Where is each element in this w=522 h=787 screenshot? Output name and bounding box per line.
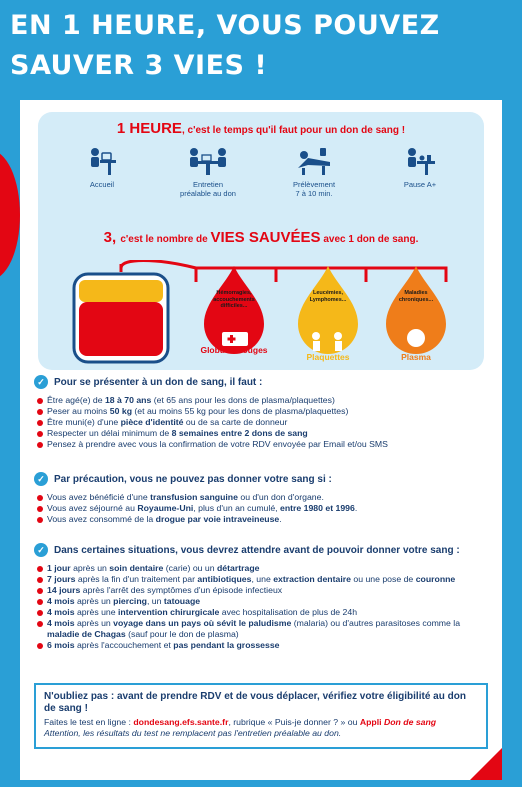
emphasis-text: antibiotiques <box>197 574 252 584</box>
eligibility-list <box>36 395 494 450</box>
headline-line-1: EN 1 HEURE, VOUS POUVEZ <box>10 10 440 41</box>
item-text: ou de sa carte de donneur <box>183 417 288 427</box>
lives-line <box>38 229 484 246</box>
step-label-2: préalable au don <box>180 189 236 198</box>
list-item <box>36 514 494 525</box>
list-item <box>36 492 494 503</box>
break-icon <box>400 146 440 176</box>
list-item <box>36 640 494 651</box>
item-text: . <box>354 503 358 513</box>
emphasis-text: soin dentaire <box>109 563 164 573</box>
headline-line-2: SAUVER 3 VIES ! <box>10 50 268 81</box>
item-text: Vous avez bénéficié d'une <box>47 492 151 502</box>
infographic-box <box>38 112 484 370</box>
emphasis-text: 4 mois <box>47 607 75 617</box>
emphasis-text: drogue par voie intraveineuse <box>155 514 280 524</box>
emphasis-text: 4 mois <box>47 596 75 606</box>
donation-steps <box>56 146 466 198</box>
drop-label-red-cells: Globules rouges <box>200 345 268 355</box>
item-text: , plus d'un an cumulé, <box>193 503 280 513</box>
list-item <box>36 428 494 439</box>
decorative-red-circle <box>0 150 20 280</box>
item-text: ou une pose de <box>350 574 416 584</box>
lives-mid: c'est le nombre de <box>120 234 211 245</box>
emphasis-text: 1 jour <box>47 563 71 573</box>
item-text: (et 65 ans pour les dons de plasma/plaquettes) <box>151 395 335 405</box>
item-text: avec hospitalisation de plus de 24h <box>219 607 358 617</box>
step-label: Pause A+ <box>403 180 437 189</box>
emphasis-text: pas pendant la grossesse <box>173 640 280 650</box>
decorative-corner <box>470 748 502 780</box>
item-text: après un <box>70 563 110 573</box>
step-label: Prélèvement <box>292 180 336 189</box>
app-label: Appli <box>359 717 384 727</box>
emphasis-text: couronne <box>415 574 456 584</box>
content-panel <box>20 100 502 780</box>
drop-label-plasma: Plasma <box>401 352 431 362</box>
emphasis-text: 4 mois <box>47 618 75 628</box>
list-item <box>36 563 494 574</box>
item-text: Respecter un délai minimum de <box>47 428 172 438</box>
reminder-pre: Faites le test en ligne : <box>44 717 134 727</box>
list-item <box>36 585 494 596</box>
item-text: après un <box>74 596 114 606</box>
emphasis-text: 50 kg <box>109 406 132 416</box>
item-text: Être muni(e) d'une <box>47 417 121 427</box>
emphasis-text: maladie de Chagas <box>47 629 126 639</box>
emphasis-text: voyage dans un pays où sévit le paludisme <box>113 618 292 628</box>
item-text: Peser au moins <box>47 406 110 416</box>
reminder-title: N'oubliez pas : avant de prendre RDV et de vous déplacer, vérifiez votre éligibilité au don de sang ! <box>44 691 466 714</box>
drop-inner-text: Hémorragies, accouchements difficiles... <box>213 290 255 309</box>
emphasis-text: entre 1980 et 1996 <box>279 503 355 513</box>
section-title: Dans certaines situations, vous devrez attendre avant de pouvoir donner votre sang : <box>54 544 460 556</box>
reminder-mid: , rubrique « Puis-je donner ? » ou <box>228 717 360 727</box>
headline <box>10 6 510 86</box>
emphasis-text: pièce d'identité <box>120 417 184 427</box>
item-text: après l'accouchement et <box>74 640 174 650</box>
drop-platelets <box>298 266 358 354</box>
list-item <box>36 395 494 406</box>
lives-number: 3, <box>103 229 121 246</box>
list-item <box>36 596 494 607</box>
emphasis-text: 14 jours <box>47 585 81 595</box>
emphasis-text: tatouage <box>163 596 201 606</box>
step-break <box>374 146 466 198</box>
list-item <box>36 406 494 417</box>
emphasis-text: piercing <box>113 596 147 606</box>
list-item <box>36 503 494 514</box>
item-text: (carie) ou un <box>163 563 217 573</box>
step-reception <box>56 146 148 198</box>
item-text: après la fin d'un traitement par <box>75 574 198 584</box>
interview-icon <box>186 146 230 176</box>
waiting-list <box>36 563 494 651</box>
item-text: Être agé(e) de <box>47 395 105 405</box>
emphasis-text: détartrage <box>216 563 260 573</box>
emphasis-text: extraction dentaire <box>273 574 351 584</box>
item-text: après un <box>74 618 114 628</box>
website-link[interactable]: dondesang.efs.sante.fr <box>133 717 229 727</box>
step-interview <box>162 146 254 198</box>
item-text: Pensez à prendre avec vous la confirmation de votre RDV envoyée par Email et/ou SMS <box>47 439 388 449</box>
list-item <box>36 417 494 428</box>
check-icon: ✓ <box>34 375 48 389</box>
emphasis-text: 6 mois <box>47 640 75 650</box>
emphasis-text: 8 semaines entre 2 dons de sang <box>171 428 308 438</box>
lives-big: VIES SAUVÉES <box>210 229 321 246</box>
item-text: . <box>279 514 282 524</box>
app-name: Don de sang <box>383 717 437 727</box>
reminder-note: Attention, les résultats du test ne remplacent pas l'entretien préalable au don. <box>44 728 342 738</box>
emphasis-text: transfusion sanguine <box>150 492 238 502</box>
item-text: Vous avez séjourné au <box>47 503 138 513</box>
item-text: , un <box>146 596 164 606</box>
item-text: (sauf pour le don de plasma) <box>125 629 239 639</box>
emphasis-text: intervention chirurgicale <box>118 607 220 617</box>
item-text: après l'arrêt des symptômes d'un épisode infectieux <box>80 585 283 595</box>
list-item <box>36 607 494 618</box>
hour-big: 1 HEURE <box>116 120 182 137</box>
step-label: Entretien <box>192 180 224 189</box>
emphasis-text: 7 jours <box>47 574 76 584</box>
list-item <box>36 439 494 450</box>
collection-icon <box>294 146 334 176</box>
emphasis-text: Royaume-Uni <box>137 503 194 513</box>
list-item <box>36 574 494 585</box>
precautions-list <box>36 492 494 525</box>
drop-inner-text: Maladies chroniques... <box>398 290 434 303</box>
check-icon: ✓ <box>34 472 48 486</box>
section-title: Par précaution, vous ne pouvez pas donner votre sang si : <box>54 473 332 485</box>
step-label: Accueil <box>89 180 115 189</box>
drop-label-platelets: Plaquettes <box>306 352 350 362</box>
list-item <box>36 618 494 640</box>
reminder-line <box>44 717 478 728</box>
reminder-box <box>34 683 488 749</box>
item-text: (et au moins 55 kg pour les dons de plasma/plaquettes) <box>132 406 349 416</box>
item-text: après une <box>74 607 118 617</box>
section-waiting <box>34 543 494 651</box>
emphasis-text: 18 à 70 ans <box>104 395 152 405</box>
item-text: Vous avez consommé de la <box>47 514 156 524</box>
lives-post: avec 1 don de sang. <box>320 234 419 245</box>
item-text: ou d'un don d'organe. <box>237 492 324 502</box>
check-icon: ✓ <box>34 543 48 557</box>
drop-inner-text: Leucémies, Lymphomes... <box>309 290 347 303</box>
hour-rest: , c'est le temps qu'il faut pour un don de sang ! <box>181 125 406 136</box>
section-precautions <box>34 472 494 525</box>
step-collection <box>268 146 360 198</box>
item-text: (malaria) ou d'autres parasitoses comme la <box>291 618 461 628</box>
step-label-2: 7 à 10 min. <box>295 189 333 198</box>
section-eligibility <box>34 375 494 450</box>
reception-icon <box>84 146 120 176</box>
section-title: Pour se présenter à un don de sang, il faut : <box>54 376 263 388</box>
item-text: , une <box>251 574 274 584</box>
hour-line <box>38 120 484 137</box>
